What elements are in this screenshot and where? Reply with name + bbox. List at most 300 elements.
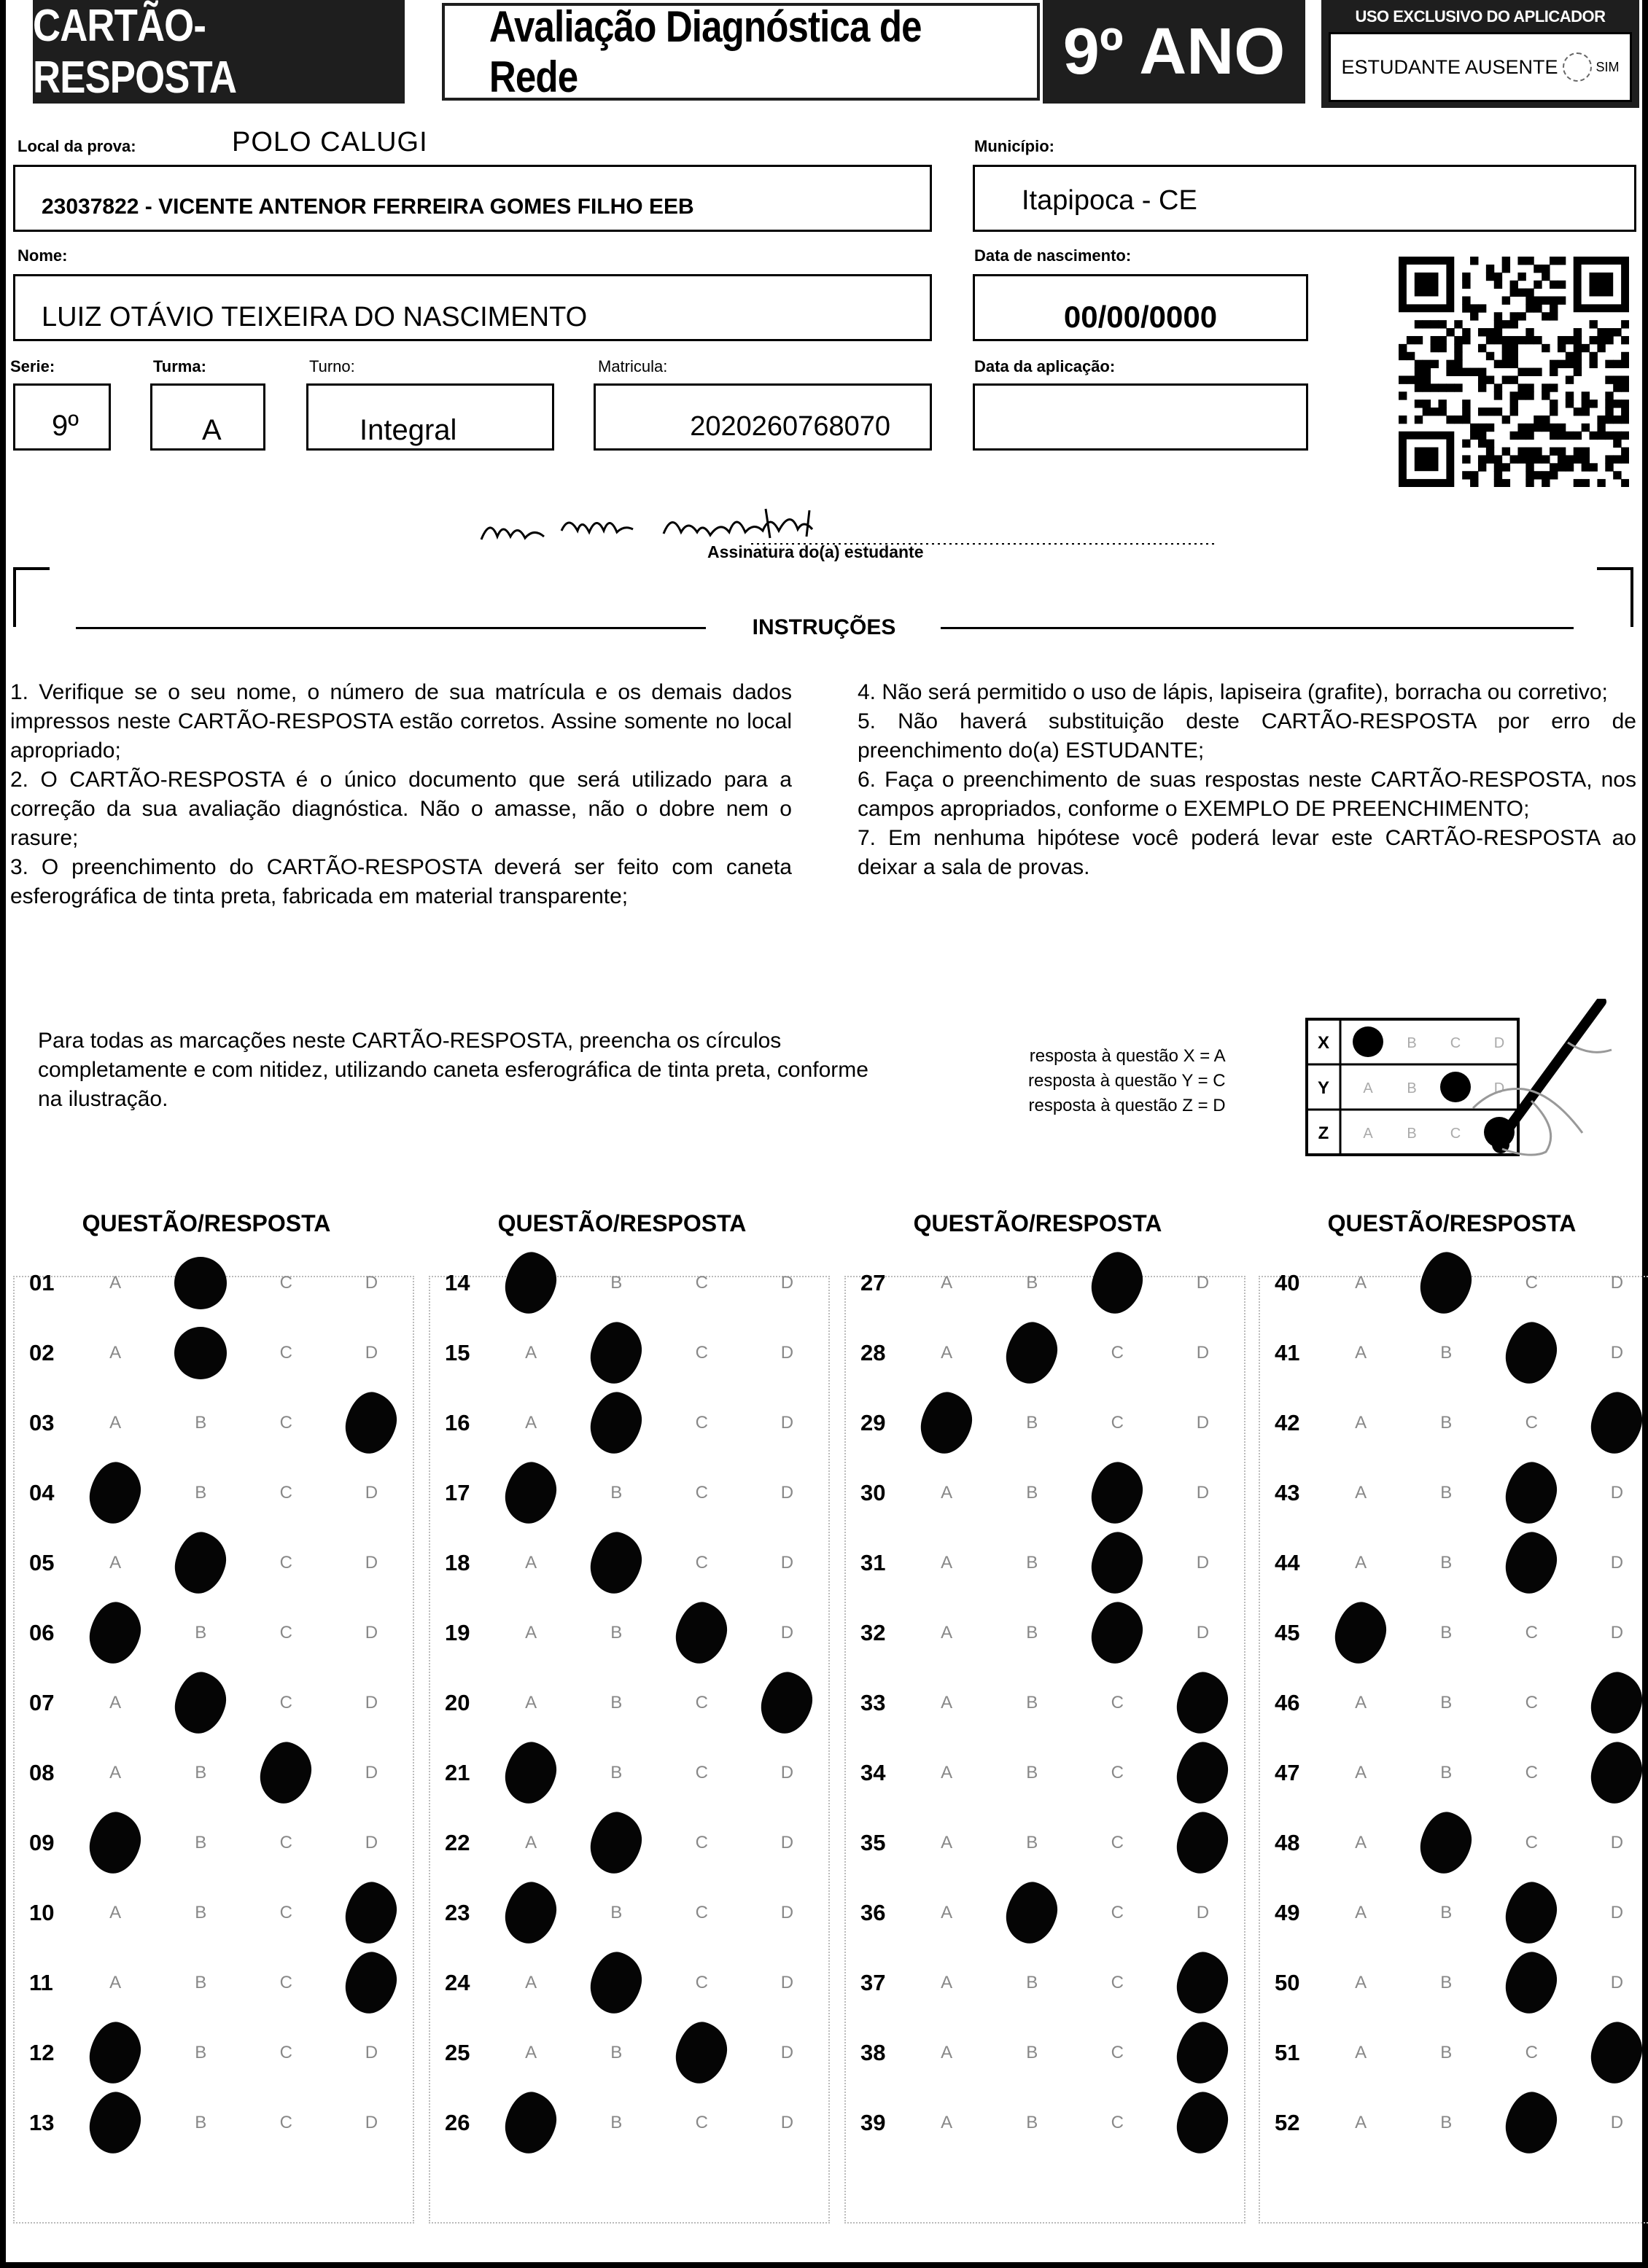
answer-bubble[interactable]: C [1111,1903,1124,1922]
answer-bubble[interactable]: C [1111,2113,1124,2132]
answer-bubble[interactable]: A [109,1413,122,1433]
answer-bubble[interactable]: C [279,2113,292,2132]
answer-bubble[interactable]: D [1610,1973,1624,1992]
answer-bubble[interactable]: C [1111,1833,1124,1852]
assessment-title-text: Avaliação Diagnóstica de Rede [489,2,922,101]
answer-bubble[interactable]: C [279,1273,292,1293]
answer-row [1259,1528,1648,1598]
answer-bubble-filled[interactable] [84,2017,147,2089]
answer-bubble[interactable]: A [941,2113,953,2132]
answer-bubble[interactable]: A [941,1273,953,1293]
answer-bubble-filled[interactable] [1171,1807,1234,1879]
answer-bubble-filled[interactable] [585,1947,648,2019]
answer-bubble-filled[interactable] [1086,1247,1148,1319]
answer-bubble[interactable]: A [1355,1273,1367,1293]
answer-bubble[interactable]: D [1610,1553,1624,1573]
answer-bubble[interactable]: C [695,1553,708,1573]
answer-bubble-filled[interactable] [1171,1737,1234,1809]
answer-bubble-filled[interactable] [174,1327,227,1379]
answer-bubble[interactable]: B [1026,1273,1038,1293]
option-cell [574,1677,659,1729]
answer-bubble-filled[interactable] [585,1317,648,1389]
answer-bubble[interactable]: A [525,1623,537,1642]
answer-bubble-filled[interactable] [169,1667,232,1739]
answer-row [429,1318,830,1388]
answer-bubble[interactable]: D [780,1973,794,1992]
answer-bubble[interactable]: B [195,1973,207,1992]
answer-bubble[interactable]: B [1440,1413,1453,1433]
option-cell [1489,1677,1574,1729]
answer-bubble-filled[interactable] [1500,2087,1563,2159]
answer-row [13,1808,414,1878]
answer-bubble[interactable]: C [1525,1833,1538,1852]
answer-bubble-filled[interactable] [1500,1877,1563,1949]
frame-bottom [0,2262,1648,2268]
answer-bubble[interactable]: C [1525,2043,1538,2062]
answer-bubble[interactable]: B [1440,2113,1453,2132]
answer-bubble[interactable]: D [1610,1273,1624,1293]
option-cell [329,1882,414,1944]
nome-field [13,274,932,341]
option-cell [1075,1677,1160,1729]
signature-label: Assinatura do(a) estudante [707,542,924,561]
answer-bubble[interactable]: C [1111,1413,1124,1433]
answer-bubble[interactable]: A [109,1273,122,1293]
answer-bubble[interactable]: D [780,1623,794,1642]
answer-bubble-filled[interactable] [84,1807,147,1879]
option-cell [73,1812,158,1874]
answer-bubble[interactable]: B [610,1693,623,1712]
answer-bubble-filled[interactable] [1585,1737,1648,1809]
answer-bubble-filled[interactable] [1500,1947,1563,2019]
answer-bubble[interactable]: C [695,1973,708,1992]
answer-bubble[interactable]: A [109,1763,122,1782]
answer-bubble[interactable]: A [941,1903,953,1922]
local-value: POLO CALUGI [232,127,428,157]
answer-bubble-filled[interactable] [585,1387,648,1459]
answer-bubble[interactable]: B [195,1763,207,1782]
answer-bubble[interactable]: B [1026,1483,1038,1503]
answer-bubble[interactable]: D [1610,1833,1624,1852]
answer-bubble-filled[interactable] [1086,1457,1148,1529]
answer-bubble-filled[interactable] [1415,1807,1477,1879]
illustration-text: Para todas as marcações neste CARTÃO-RESPOSTA, preencha os círculos completamente e com nitidez, utilizando caneta esferográfica de tinta preta, conforme na ilustração. [38,1029,868,1111]
answer-bubble[interactable]: A [109,1903,122,1922]
answer-bubble[interactable]: C [1111,1973,1124,1992]
answer-bubble[interactable]: B [1026,1553,1038,1573]
answer-row [1259,2018,1648,2088]
answer-bubble[interactable]: A [1355,1903,1367,1922]
answer-bubble[interactable]: C [279,1973,292,1992]
answer-bubble[interactable]: B [195,1483,207,1503]
answer-bubble[interactable]: A [941,2043,953,2062]
answer-bubble[interactable]: A [525,1833,537,1852]
answer-bubble[interactable]: D [1196,1623,1210,1642]
municipio-label: Município: [974,137,1054,155]
answer-bubble[interactable]: C [695,1273,708,1293]
option-cell [574,1257,659,1309]
option-cell [574,1952,659,2014]
answer-bubble[interactable]: C [695,1903,708,1922]
answer-bubble[interactable]: D [365,2113,378,2132]
answer-bubble[interactable]: B [1440,2043,1453,2062]
answer-bubble-filled[interactable] [500,1737,562,1809]
answer-bubble[interactable]: C [279,1693,292,1712]
answer-bubble[interactable]: B [1026,1623,1038,1642]
answer-bubble-filled[interactable] [84,2087,147,2159]
answer-bubble[interactable]: C [695,1343,708,1363]
answer-row [429,1948,830,2018]
answer-bubble[interactable]: A [941,1623,953,1642]
answer-bubble[interactable]: B [1026,1833,1038,1852]
answer-bubble[interactable]: A [1355,1413,1367,1433]
answer-bubble-filled[interactable] [1171,1947,1234,2019]
answer-bubble[interactable]: D [1196,1273,1210,1293]
option-cell [574,1392,659,1454]
answer-bubble[interactable]: B [1440,1903,1453,1922]
answer-bubble[interactable]: D [365,1693,378,1712]
option-cell [1160,1952,1245,2014]
option-cell [1160,1742,1245,1804]
answer-bubble[interactable]: A [941,1343,953,1363]
answer-bubble-filled[interactable] [1329,1597,1392,1669]
answer-bubble-filled[interactable] [585,1807,648,1879]
answer-bubble[interactable]: C [279,1903,292,1922]
answer-bubble[interactable]: D [1610,2113,1624,2132]
answer-bubble[interactable]: A [941,1973,953,1992]
option-cell [1489,1257,1574,1309]
answer-bubble[interactable]: D [780,1483,794,1503]
answer-bubble[interactable]: D [365,1763,378,1782]
option-cell [904,1467,990,1519]
option-cell [659,1327,745,1379]
answer-bubble[interactable]: B [1026,1693,1038,1712]
answer-bubble[interactable]: B [610,1903,623,1922]
answer-bubble[interactable]: A [1355,1343,1367,1363]
answer-bubble[interactable]: A [109,1553,122,1573]
answer-bubble-filled[interactable] [1086,1597,1148,1669]
answer-row [13,1458,414,1528]
answer-bubble-filled[interactable] [1171,1667,1234,1739]
option-cell [73,1677,158,1729]
answer-bubble-filled[interactable] [169,1527,232,1599]
answer-bubble[interactable]: B [195,1833,207,1852]
answer-bubble-filled[interactable] [1415,1247,1477,1319]
answer-bubble[interactable]: C [1525,1623,1538,1642]
answer-bubble[interactable]: D [365,1483,378,1503]
aplicacao-field[interactable] [973,383,1308,451]
option-cell [489,1252,574,1314]
option-cell [904,1817,990,1869]
answer-bubble[interactable]: A [1355,1973,1367,1992]
answer-bubble[interactable]: D [780,1343,794,1363]
answer-bubble[interactable]: B [610,1763,623,1782]
option-cell [1075,1957,1160,2009]
answer-bubble[interactable]: A [525,2043,537,2062]
option-cell [244,1397,329,1449]
answer-bubble[interactable]: C [1525,1693,1538,1712]
answer-row [1259,1668,1648,1738]
answer-bubble[interactable]: D [365,1553,378,1573]
answer-bubble[interactable]: C [1525,1413,1538,1433]
answer-bubble[interactable]: D [1196,1903,1210,1922]
option-cell [659,1602,745,1664]
answer-row [844,1458,1245,1528]
answer-bubble[interactable]: C [1111,1763,1124,1782]
question-number: 02 [29,1340,55,1365]
answer-bubble[interactable]: D [780,2043,794,2062]
answer-bubble-filled[interactable] [915,1387,978,1459]
answer-bubble[interactable]: C [695,1693,708,1712]
answer-bubble[interactable]: A [941,1693,953,1712]
answer-bubble[interactable]: B [1440,1693,1453,1712]
answer-bubble[interactable]: A [525,1693,537,1712]
option-cell [990,1677,1075,1729]
answer-bubble[interactable]: A [525,1973,537,1992]
answer-bubble[interactable]: C [1111,1693,1124,1712]
answer-bubble[interactable]: A [941,1483,953,1503]
answer-bubble[interactable]: B [1026,2043,1038,2062]
answer-bubble[interactable]: C [279,1553,292,1573]
answer-bubble[interactable]: B [195,2113,207,2132]
answer-bubble[interactable]: B [1026,2113,1038,2132]
answer-bubble[interactable]: B [1440,1623,1453,1642]
answer-bubble-filled[interactable] [1500,1527,1563,1599]
answer-bubble[interactable]: A [525,1413,537,1433]
answer-bubble[interactable]: C [279,1343,292,1363]
answer-bubble[interactable]: B [1026,1973,1038,1992]
answer-bubble-filled[interactable] [500,1877,562,1949]
answer-bubble[interactable]: C [279,1413,292,1433]
answer-bubble[interactable]: C [279,1833,292,1852]
question-number: 18 [445,1550,470,1575]
answer-bubble[interactable]: D [1196,1413,1210,1433]
answer-bubble[interactable]: B [1026,1413,1038,1433]
option-cell [329,1817,414,1869]
answer-bubble[interactable]: C [1111,2043,1124,2062]
answer-bubble[interactable]: A [1355,1693,1367,1712]
answer-bubble[interactable]: A [1355,1483,1367,1503]
answer-bubble[interactable]: A [1355,1553,1367,1573]
answer-bubble[interactable]: A [1355,1763,1367,1782]
answer-bubble[interactable]: D [780,1413,794,1433]
answer-bubble[interactable]: C [279,1623,292,1642]
option-cell [574,1887,659,1939]
answer-bubble[interactable]: D [780,1833,794,1852]
answer-bubble-filled[interactable] [1171,2017,1234,2089]
answer-bubble-filled[interactable] [254,1737,317,1809]
answer-bubble[interactable]: D [1196,1483,1210,1503]
answer-bubble[interactable]: B [1440,1763,1453,1782]
answer-bubble[interactable]: C [1525,1273,1538,1293]
question-number: 11 [29,1970,53,1995]
answer-bubble-filled[interactable] [174,1257,227,1309]
answer-bubble[interactable]: D [1196,1553,1210,1573]
option-cell [1075,2097,1160,2149]
question-number: 27 [860,1270,886,1295]
answer-bubble[interactable]: B [610,1483,623,1503]
nascimento-label: Data de nascimento: [974,246,1132,265]
answer-bubble[interactable]: B [610,1623,623,1642]
answer-bubble[interactable]: B [1440,1973,1453,1992]
answer-bubble-filled[interactable] [1000,1877,1063,1949]
answer-bubble[interactable]: B [1026,1763,1038,1782]
option-cell [904,1887,990,1939]
option-cell [1404,1677,1489,1729]
absent-box [1329,32,1632,102]
answer-bubble-filled[interactable] [500,1247,562,1319]
answer-bubble[interactable]: C [695,2113,708,2132]
question-number: 12 [29,2040,55,2065]
option-cell [1404,1957,1489,2009]
question-number: 26 [445,2110,470,2135]
serie-field [13,383,111,451]
answer-bubble[interactable]: D [1610,1483,1624,1503]
answer-bubble[interactable]: B [1440,1553,1453,1573]
question-number: 41 [1275,1340,1300,1365]
answer-bubble[interactable]: A [525,1553,537,1573]
answer-bubble[interactable]: A [109,1343,122,1363]
answer-bubble-filled[interactable] [500,2087,562,2159]
answer-bubble[interactable]: D [365,1343,378,1363]
answer-bubble-filled[interactable] [1000,1317,1063,1389]
answer-bubble-filled[interactable] [670,1597,733,1669]
answer-bubble[interactable]: A [109,1693,122,1712]
option-cell [158,1467,244,1519]
answer-bubble[interactable]: A [941,1833,953,1852]
option-cell [1404,1812,1489,1874]
option-cell [1489,1882,1574,1944]
answer-bubble[interactable]: C [1525,1763,1538,1782]
answer-bubble[interactable]: B [610,2043,623,2062]
answer-bubble[interactable]: A [1355,1833,1367,1852]
answer-bubble[interactable]: D [780,2113,794,2132]
option-cell [73,1462,158,1524]
answer-bubble[interactable]: D [365,1273,378,1293]
answer-bubble[interactable]: B [195,1413,207,1433]
option-cell [158,1817,244,1869]
answer-bubble[interactable]: D [780,1553,794,1573]
answer-bubble[interactable]: D [365,1623,378,1642]
frame-left [0,0,6,2268]
answer-bubble[interactable]: C [279,2043,292,2062]
rule-left [76,627,706,629]
answer-bubble-filled[interactable] [1171,2087,1234,2159]
answer-row [13,1598,414,1668]
option-cell [904,2027,990,2079]
answer-bubble[interactable]: C [279,1483,292,1503]
answer-bubble-filled[interactable] [1585,1667,1648,1739]
answer-bubble[interactable]: D [365,1833,378,1852]
answer-bubble-filled[interactable] [84,1457,147,1529]
answer-bubble-filled[interactable] [340,1947,403,2019]
absent-bubble[interactable] [1563,52,1592,82]
option-cell [1489,1462,1574,1524]
answer-bubble[interactable]: C [695,1833,708,1852]
option-cell [158,1607,244,1659]
example-option-letter: A [1363,1126,1373,1142]
answer-bubble[interactable]: B [195,1903,207,1922]
answer-bubble-filled[interactable] [340,1387,403,1459]
option-cell [1075,2027,1160,2079]
answer-bubble[interactable]: D [365,2043,378,2062]
answer-bubble[interactable]: D [780,1763,794,1782]
answer-bubble[interactable]: B [610,2113,623,2132]
answer-bubble[interactable]: C [695,1413,708,1433]
answer-bubble-filled[interactable] [755,1667,818,1739]
option-cell [1574,1392,1648,1454]
answer-bubble[interactable]: B [1440,1343,1453,1363]
question-number: 14 [445,1270,470,1295]
answer-bubble[interactable]: B [195,1623,207,1642]
option-cell [489,2092,574,2154]
question-number: 29 [860,1410,886,1435]
answer-bubble-filled[interactable] [585,1527,648,1599]
answer-bubble[interactable]: C [1111,1343,1124,1363]
question-number: 04 [29,1480,55,1505]
answer-bubble[interactable]: A [525,1343,537,1363]
local-label: Local da prova: [18,137,136,155]
question-number: 36 [860,1900,886,1925]
answer-bubble[interactable]: B [195,2043,207,2062]
option-cell [1404,1327,1489,1379]
answer-bubble[interactable]: D [780,1273,794,1293]
option-cell [659,1747,745,1799]
answer-bubble-filled[interactable] [1585,1387,1648,1459]
answer-row [1259,1318,1648,1388]
answer-row [1259,1458,1648,1528]
answer-row [1259,1248,1648,1318]
answer-bubble[interactable]: B [610,1273,623,1293]
answer-bubble-filled[interactable] [1585,2017,1648,2089]
turma-label: Turma: [153,357,206,375]
assessment-title [442,3,1040,101]
answer-bubble-filled[interactable] [500,1457,562,1529]
answer-bubble[interactable]: C [695,1763,708,1782]
answer-bubble[interactable]: C [695,1483,708,1503]
option-cell [745,1467,830,1519]
answer-bubble[interactable]: D [1610,1903,1624,1922]
answer-bubble-filled[interactable] [1086,1527,1148,1599]
answer-bubble[interactable]: D [1196,1343,1210,1363]
option-cell [1574,1817,1648,1869]
answer-bubble[interactable]: D [780,1903,794,1922]
answer-bubble-filled[interactable] [84,1597,147,1669]
answer-bubble[interactable]: A [1355,2043,1367,2062]
answer-bubble[interactable]: B [1440,1483,1453,1503]
example-line-y: resposta à questão Y = C [1028,1071,1226,1091]
answer-bubble[interactable]: D [1610,1343,1624,1363]
answer-bubble-filled[interactable] [1500,1457,1563,1529]
answer-bubble-filled[interactable] [340,1877,403,1949]
option-cell [904,2097,990,2149]
answer-bubble[interactable]: A [109,1973,122,1992]
option-cell [1318,1957,1404,2009]
option-cell [1075,1397,1160,1449]
answer-bubble[interactable]: A [941,1553,953,1573]
answer-bubble-filled[interactable] [670,2017,733,2089]
answer-row [429,1528,830,1598]
option-cell [990,1747,1075,1799]
answer-bubble[interactable]: D [1610,1623,1624,1642]
answer-bubble[interactable]: A [941,1763,953,1782]
answer-bubble[interactable]: A [1355,2113,1367,2132]
answer-bubble-filled[interactable] [1500,1317,1563,1389]
question-number: 09 [29,1830,55,1855]
absent-label: ESTUDANTE AUSENTE [1341,55,1558,78]
option-cell [158,1397,244,1449]
applicator-box [1321,0,1639,108]
